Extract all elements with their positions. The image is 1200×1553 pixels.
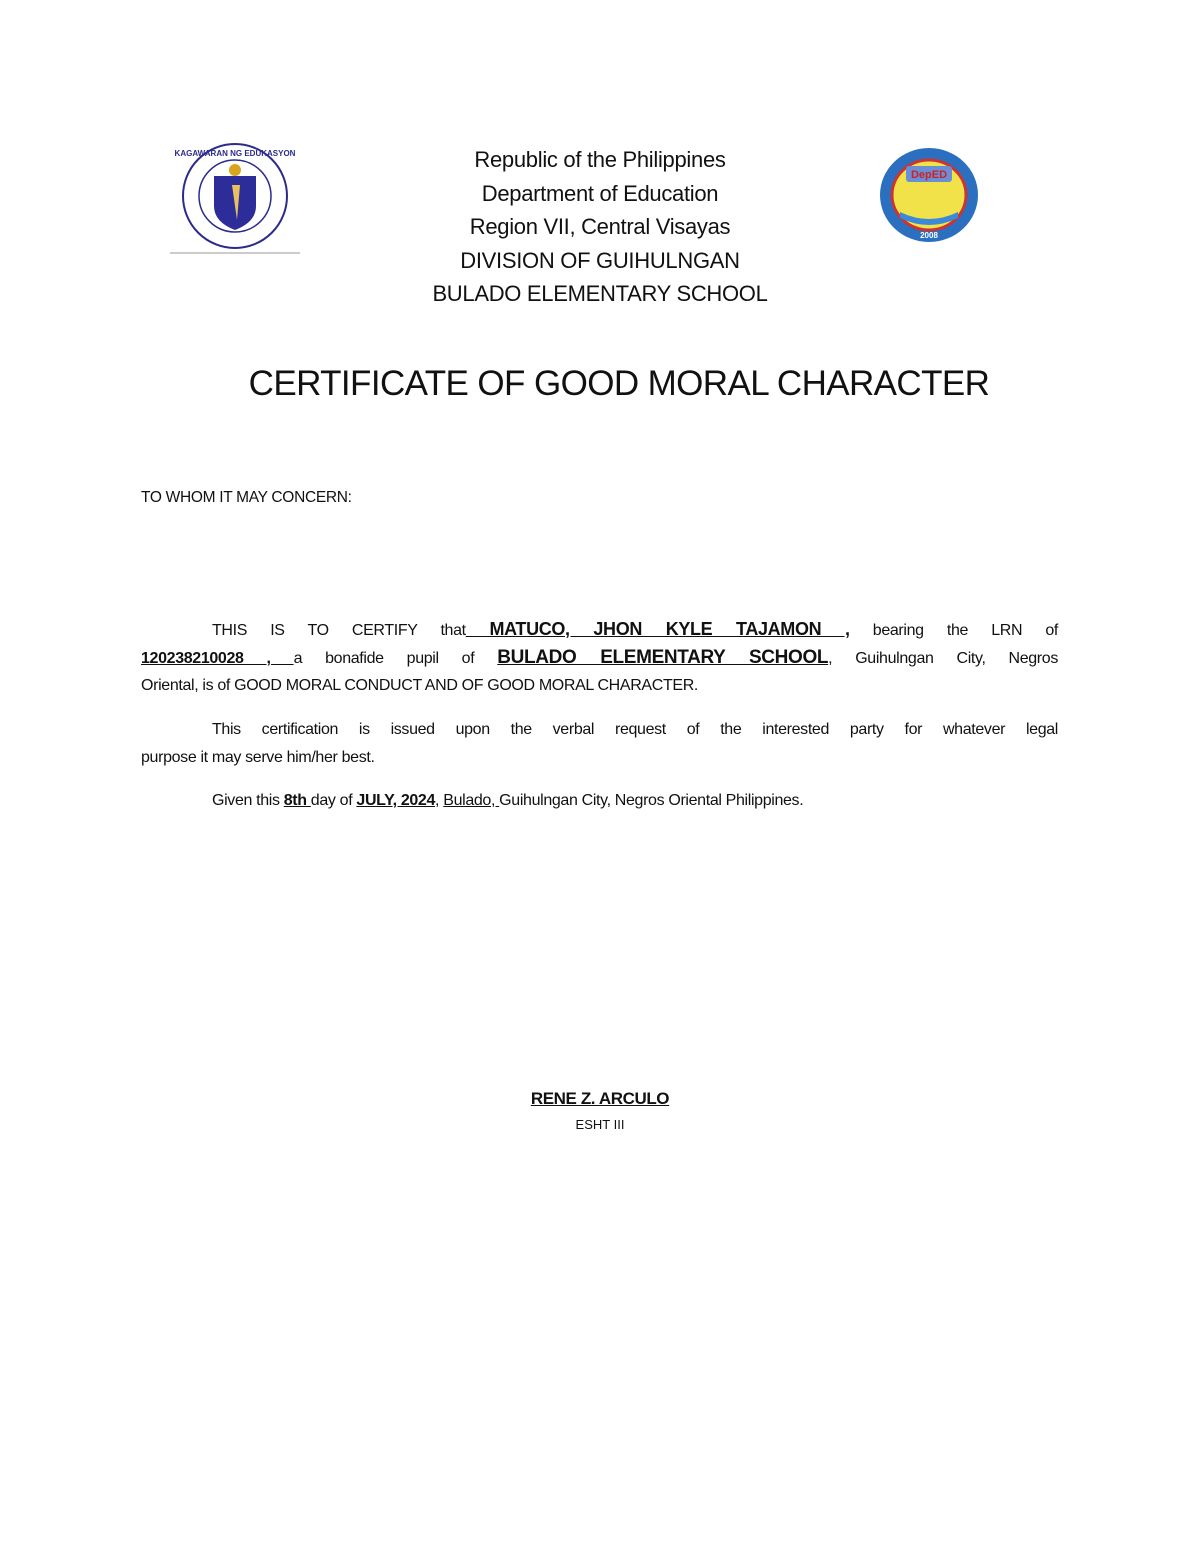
certificate-title: CERTIFICATE OF GOOD MORAL CHARACTER: [248, 364, 990, 403]
text: THIS IS TO CERTIFY that: [212, 622, 466, 639]
student-name: MATUCO, JHON KYLE TAJAMON ,: [465, 619, 850, 639]
paragraph-2-line-2: purpose it may serve him/her best.: [141, 749, 375, 766]
paragraph-3: Given this 8th day of JULY, 2024, Bulado, Guihulngan City, Negros Oriental Philippines.: [212, 792, 804, 809]
text: , Guihulngan City, Negros: [828, 650, 1058, 667]
paragraph-2-line-1: This certification is issued upon the verbal request of the interested party for whatever legal: [212, 721, 1058, 738]
letterhead-line: BULADO ELEMENTARY SCHOOL: [432, 281, 768, 306]
signatory-name: RENE Z. ARCULO: [530, 1089, 670, 1108]
issue-day: 8th: [283, 792, 311, 809]
signatory-position: ESHT III: [575, 1117, 625, 1132]
paragraph-1-line-2: [141, 647, 1058, 669]
issue-place: Bulado,: [443, 792, 500, 809]
letterhead-line: DIVISION OF GUIHULNGAN: [460, 247, 740, 273]
letterhead: [350, 143, 850, 311]
text: day of: [310, 792, 357, 809]
deped-seal-logo: [170, 140, 300, 255]
salutation: TO WHOM IT MAY CONCERN:: [141, 489, 352, 506]
letterhead-line: Department of Education: [481, 180, 719, 206]
text: bearing the LRN of: [872, 622, 1058, 639]
text: Guihulngan City, Negros Oriental Philippines.: [499, 792, 804, 809]
lrn-number: 120238210028 ,: [141, 650, 294, 667]
paragraph-1-line-1: [141, 619, 1058, 640]
paragraph-1-line-3: Oriental, is of GOOD MORAL CONDUCT AND OF GOOD MORAL CHARACTER.: [141, 677, 698, 694]
division-seal-logo: [878, 146, 980, 244]
svg-text:KAGAWARAN NG EDUKASYON: KAGAWARAN NG EDUKASYON: [174, 149, 296, 158]
school-name: BULADO ELEMENTARY SCHOOL: [497, 647, 829, 668]
letterhead-line: Region VII, Central Visayas: [469, 214, 731, 239]
letterhead-line: Republic of the Philippines: [474, 147, 726, 172]
svg-text:2008: 2008: [920, 231, 938, 240]
issue-month-year: JULY, 2024: [356, 792, 436, 809]
text: Given this: [212, 792, 284, 809]
svg-text:DepED: DepED: [910, 169, 948, 181]
text: a bonafide pupil of: [293, 650, 475, 667]
